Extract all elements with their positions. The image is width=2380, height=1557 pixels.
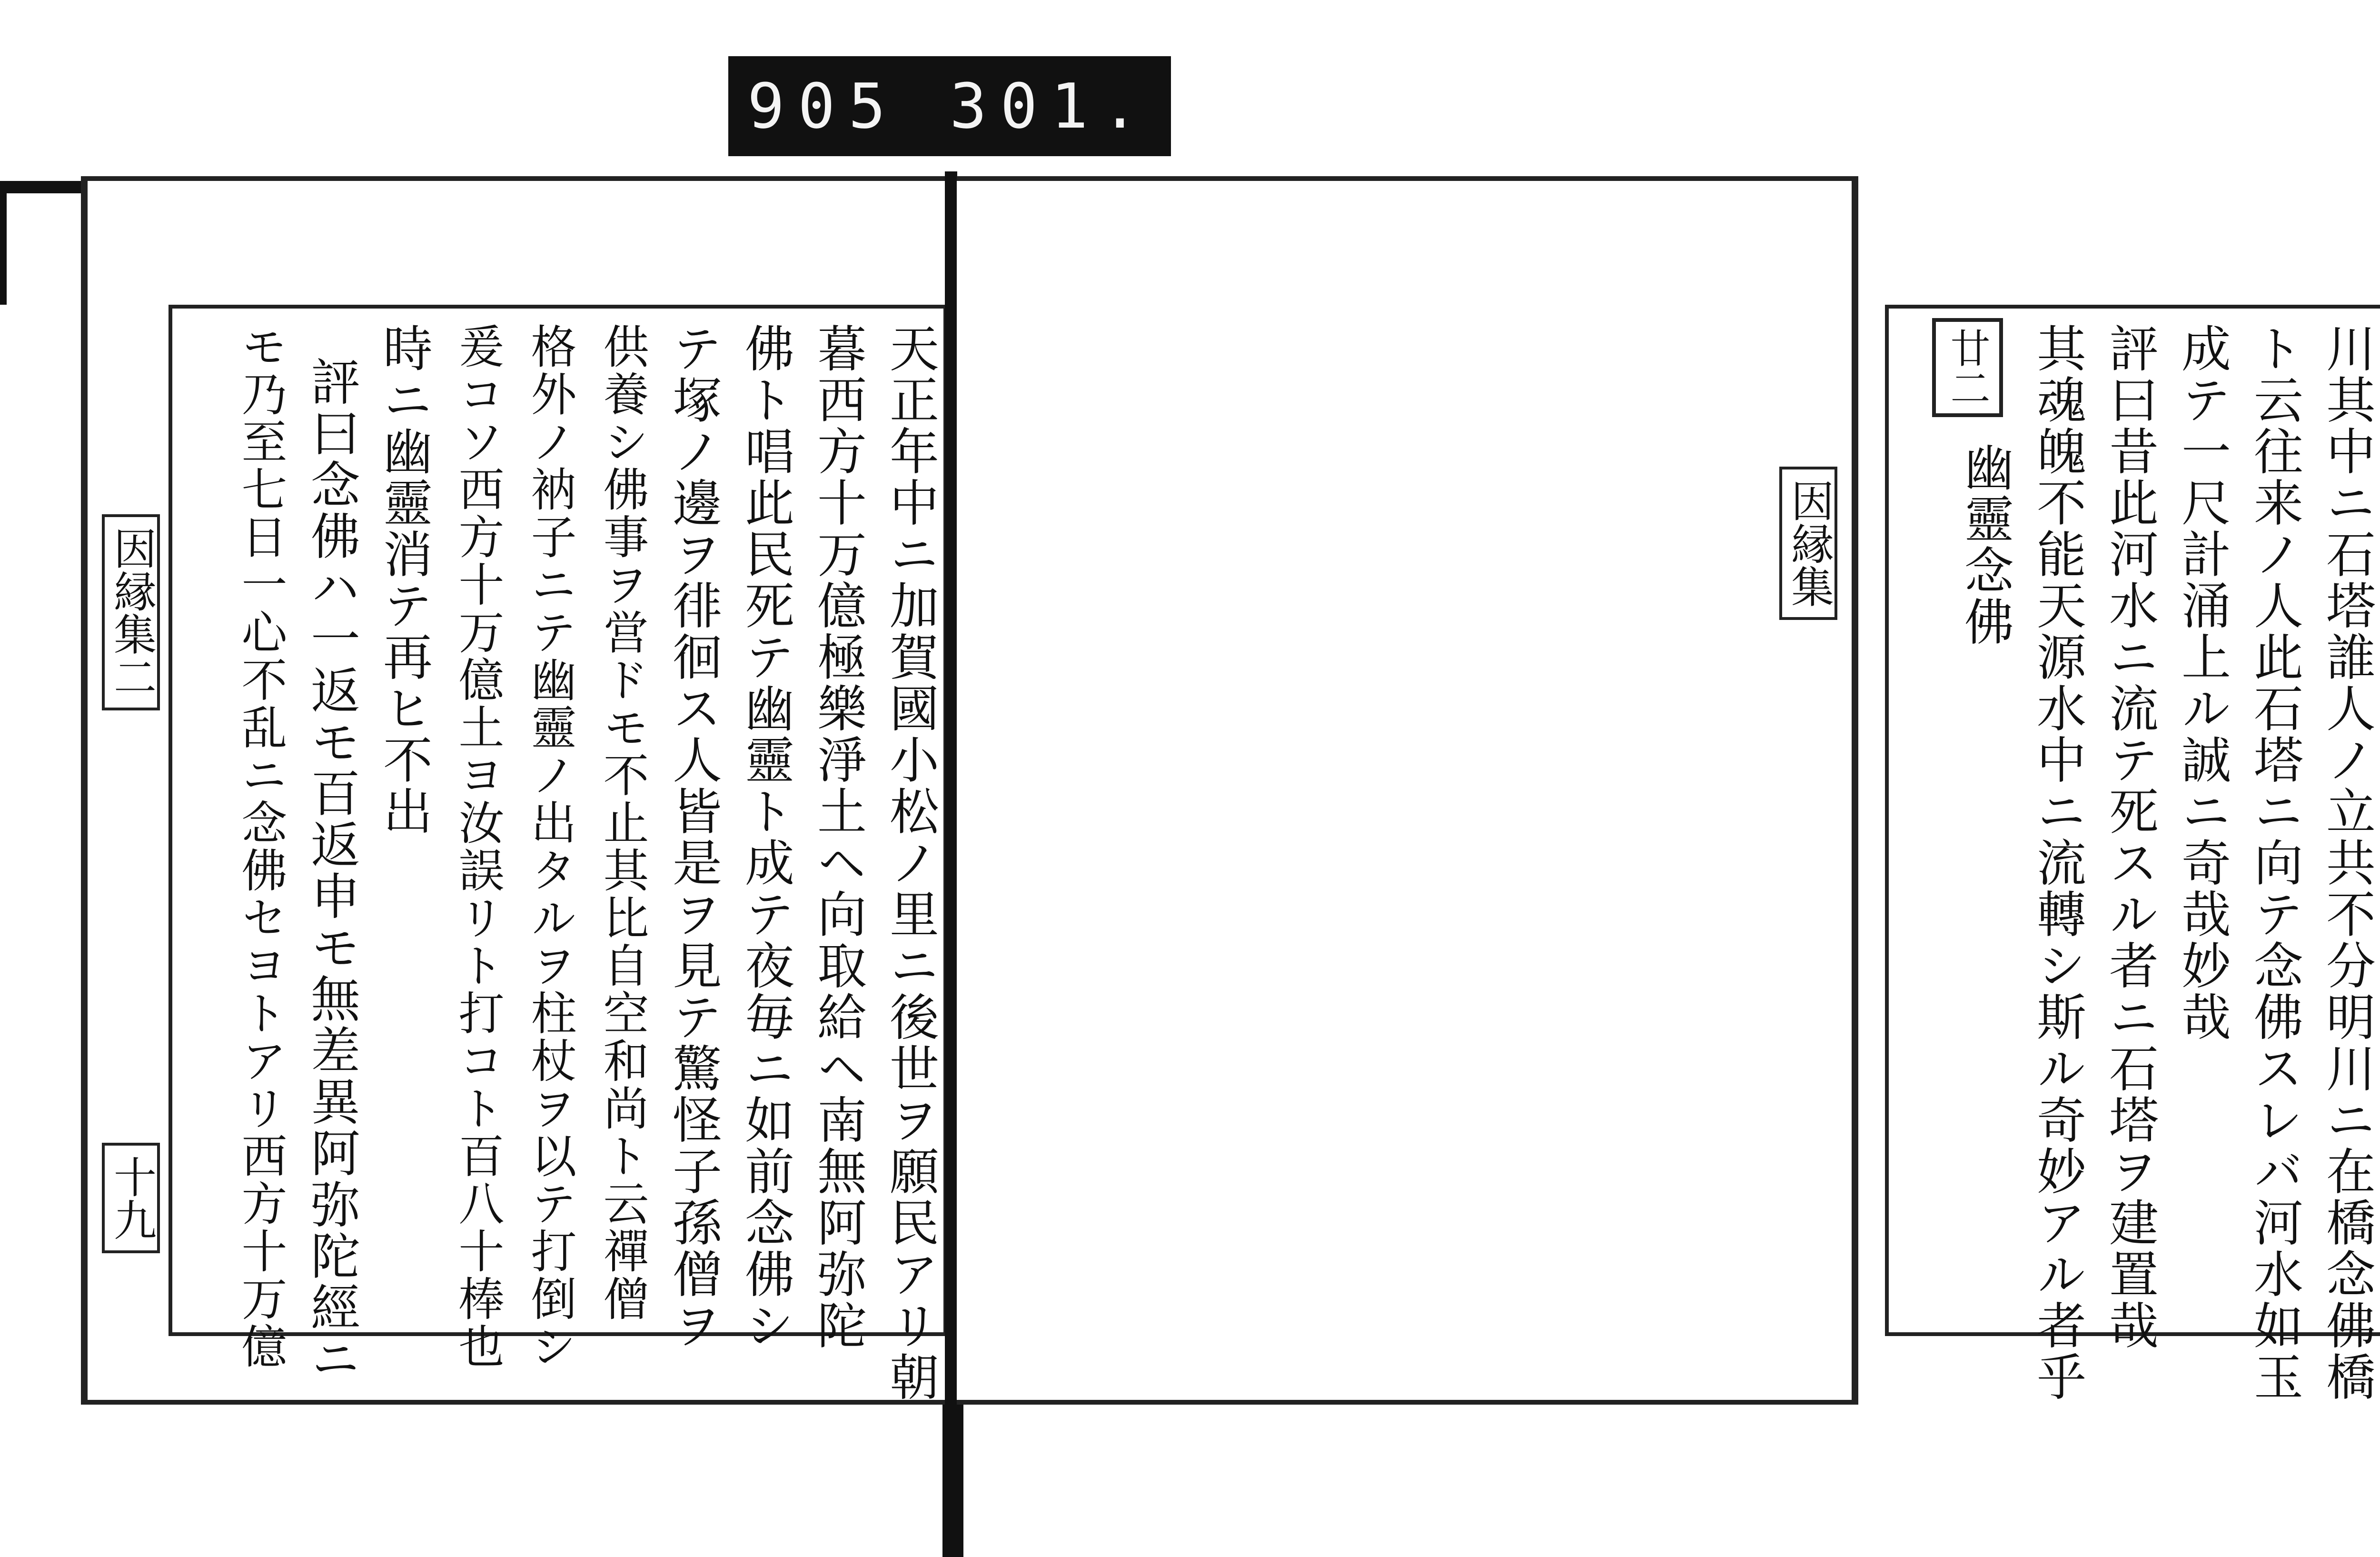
left-text-frame: [169, 305, 947, 1403]
book-gutter: [945, 171, 957, 1414]
right-page-side-title: 因縁集: [1779, 467, 1837, 620]
left-col-9: 評曰念佛ハ一返モ百返申モ無差異阿弥陀經ニ: [302, 356, 360, 1385]
left-col-8: 時ニ幽靈消テ再ヒ不出: [375, 323, 433, 837]
edge-rule-vertical: [0, 181, 7, 305]
left-col-3: 佛ト唱此民死テ幽靈ト成テ夜毎ニ如前念佛シ: [736, 323, 794, 1351]
book-spread: [62, 176, 2376, 1403]
left-col-6: 格外ノ衲子ニテ幽靈ノ出タルヲ柱杖ヲ以テ打倒シ: [524, 323, 577, 1370]
left-col-1: 天正年中ニ加賀國小松ノ里ニ後世ヲ願民アリ朝: [881, 323, 939, 1403]
left-col-7: 爰コソ西方十万億土ヨ汝誤リト打コト百八十棒也: [451, 323, 505, 1370]
right-col-6: ト云往来ノ人此石塔ニ向テ念佛スレバ河水如玉: [2245, 323, 2303, 1403]
right-col-9: 其魂魄不能天源水中ニ流轉シ斯ル奇妙アル者乎: [2028, 323, 2086, 1403]
left-col-4: テ塚ノ邊ヲ徘徊ス人皆是ヲ見テ驚怪子孫僧ヲ: [664, 323, 722, 1351]
gutter-stub: [942, 1405, 963, 1557]
left-page-folio: 十九: [102, 1143, 160, 1253]
right-col-10-heading: 幽靈念佛: [1956, 442, 2014, 648]
right-page: [957, 176, 2376, 1405]
catalog-label: 905 301.: [728, 56, 1171, 156]
left-page: [81, 176, 954, 1405]
right-col-8: 評曰昔此河水ニ流テ死スル者ニ石塔ヲ建置哉: [2101, 323, 2159, 1351]
left-page-side-title: 因縁集二: [102, 514, 160, 710]
left-col-2: 暮西方十万億極樂淨土ヘ向取給ヘ南無阿弥陀: [809, 323, 867, 1351]
left-col-5: 供養シ佛事ヲ営ドモ不止其比自空和尚ト云禪僧: [596, 323, 649, 1323]
right-col-5: 川其中ニ石塔誰人ノ立共不分明川ニ在橋念佛橋: [2318, 323, 2376, 1403]
section-number-22: 廿二: [1932, 318, 2003, 417]
left-col-10: モ乃至七日一心不乱ニ念佛セヨトアリ西方十万億: [234, 323, 288, 1370]
right-text-frame: [1885, 305, 2380, 1403]
right-col-7: 成テ一尺計涌上ル誠ニ奇哉妙哉: [2173, 323, 2231, 1043]
